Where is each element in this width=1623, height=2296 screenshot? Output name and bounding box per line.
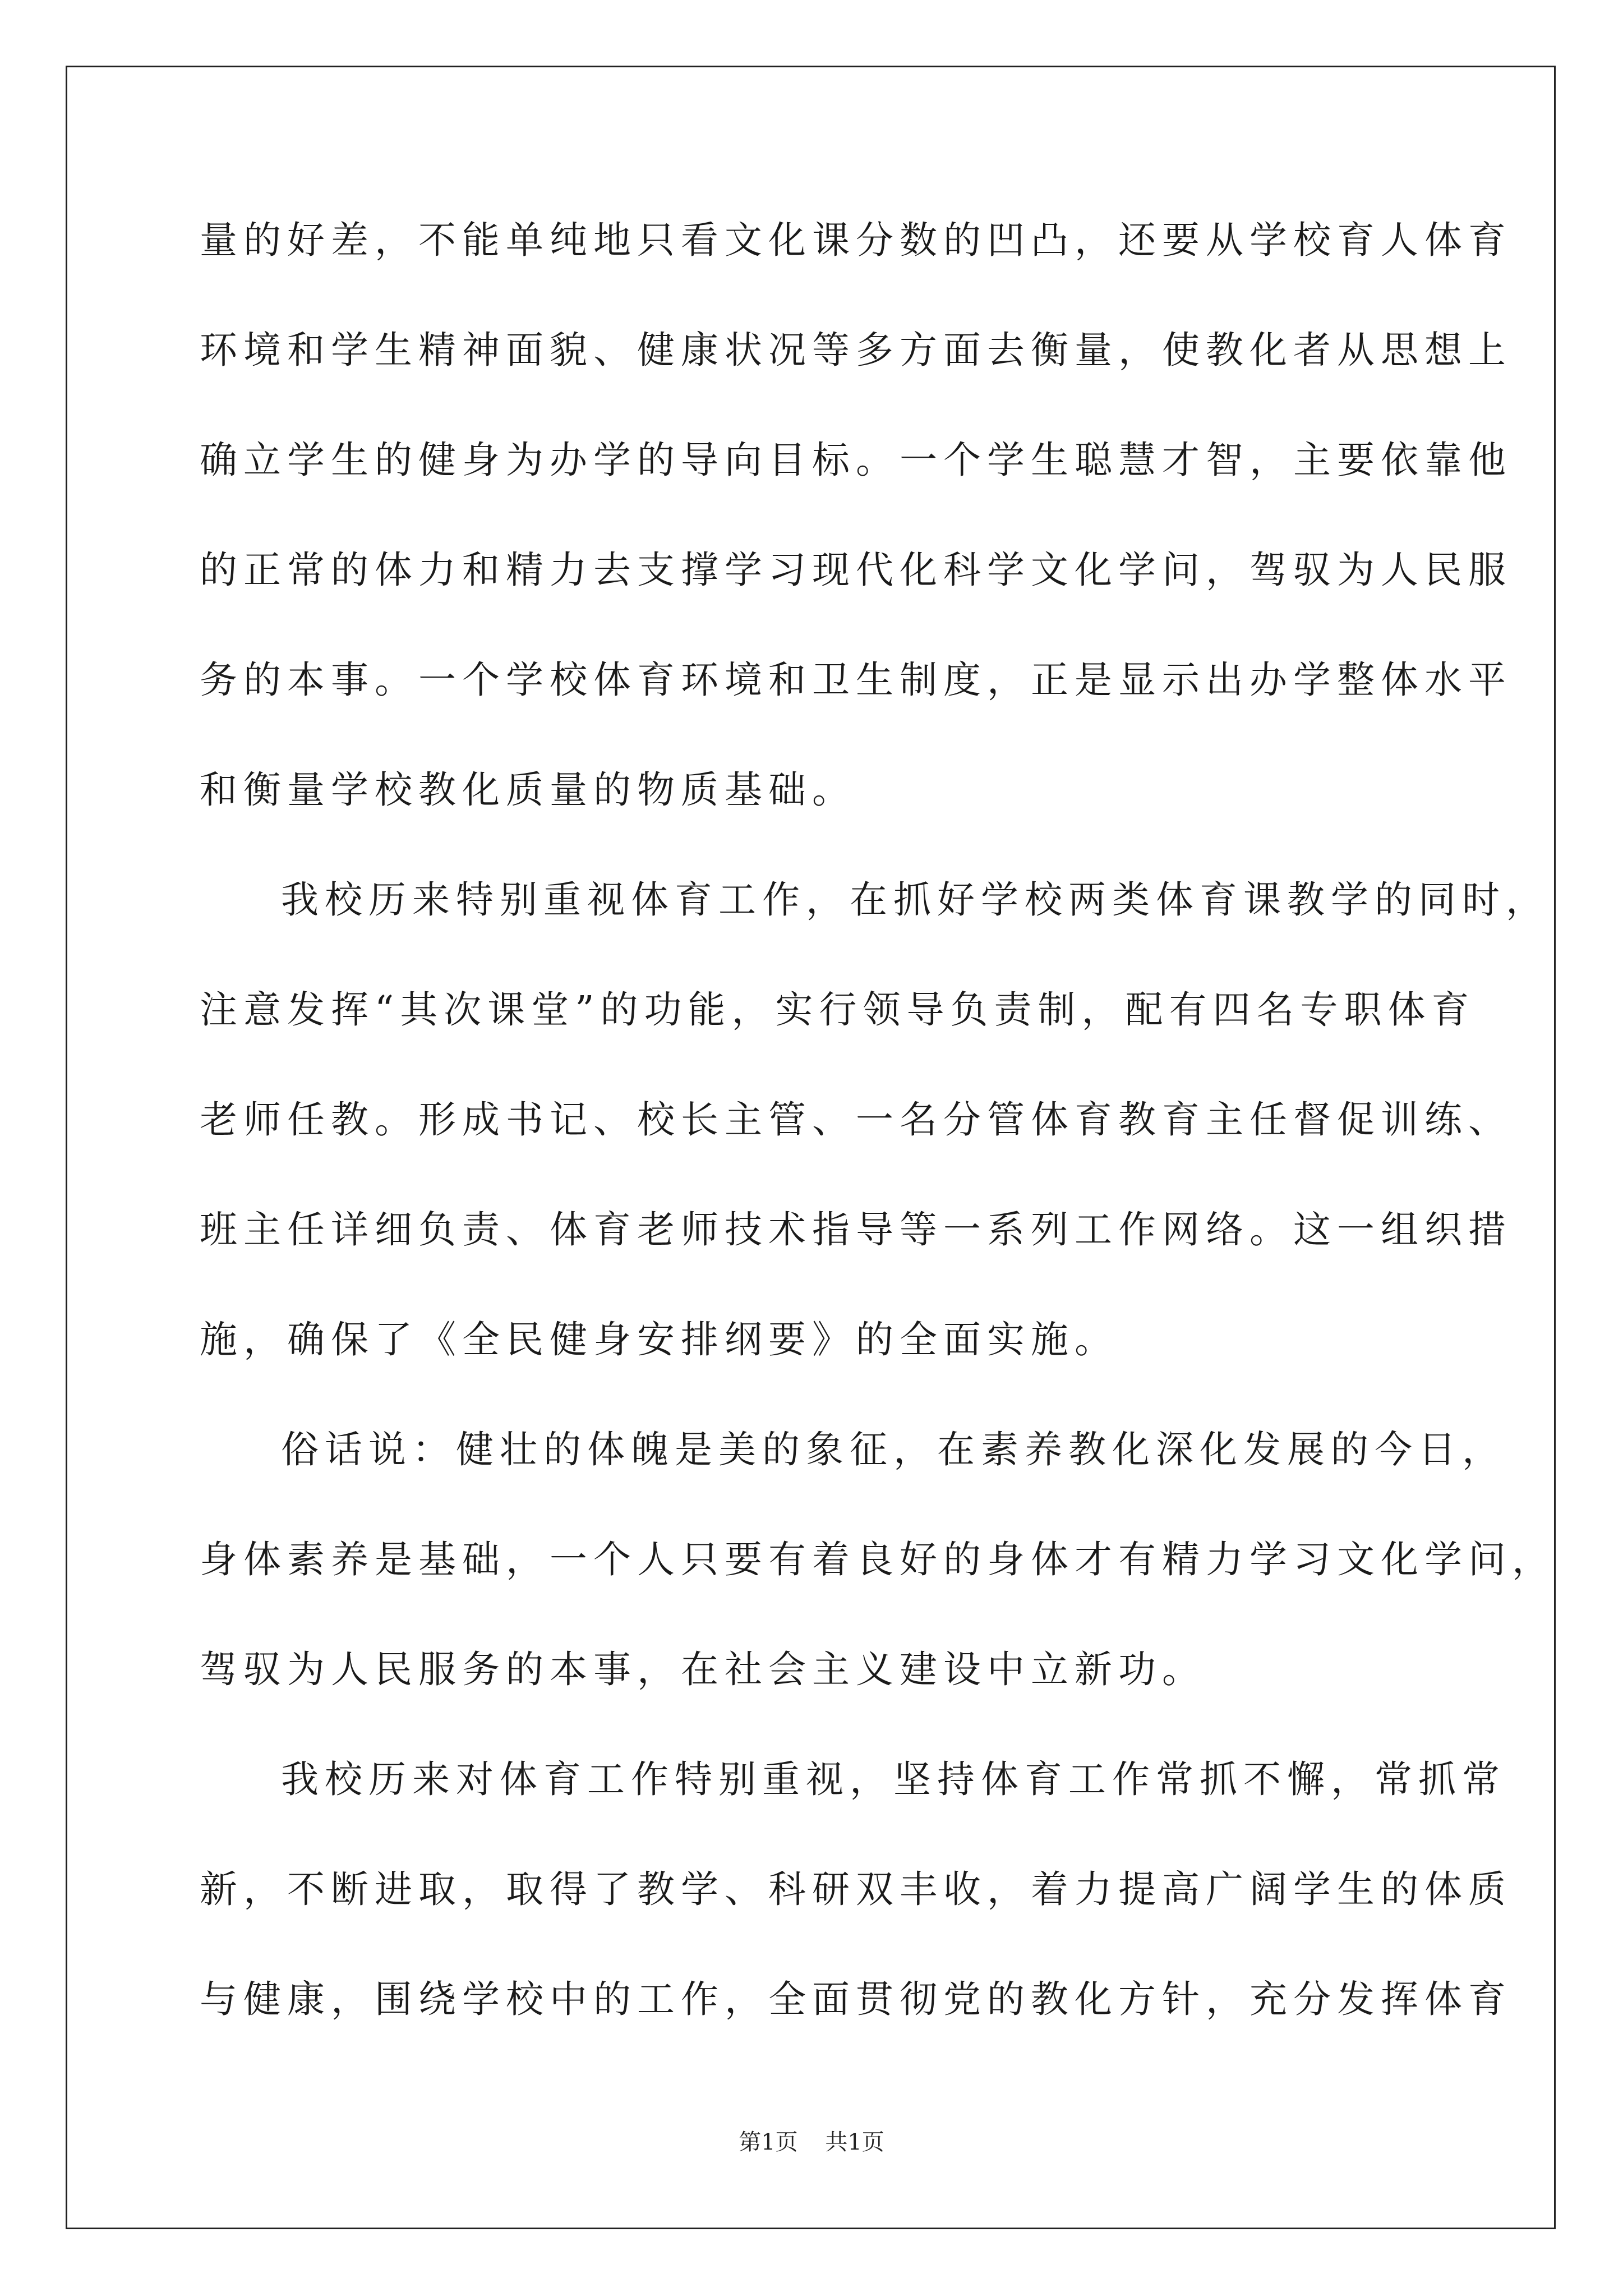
text-line: 务的本事。一个学校体育环境和卫生制度，正是显示出办学整体水平 [200, 658, 1512, 702]
text-line: 环境和学生精神面貌、健康状况等多方面去衡量，使教化者从思想上 [200, 328, 1512, 372]
text-line: 班主任详细负责、体育老师技术指导等一系列工作网络。这一组织措 [200, 1208, 1512, 1251]
page-number: 第1页 [739, 2129, 798, 2155]
text-line: 身体素养是基础，一个人只要有着良好的身体才有精力学习文化学问， [200, 1538, 1556, 1581]
text-line: 和衡量学校教化质量的物质基础。 [200, 768, 856, 812]
text-line: 量的好差，不能单纯地只看文化课分数的凹凸，还要从学校育人体育 [200, 218, 1512, 262]
text-line: 确立学生的健身为办学的导向目标。一个学生聪慧才智，主要依靠他 [200, 438, 1512, 482]
paragraph-first-line: 俗话说：健壮的体魄是美的象征，在素养教化深化发展的今日， [281, 1428, 1506, 1471]
text-line: 驾驭为人民服务的本事，在社会主义建设中立新功。 [200, 1648, 1206, 1691]
paragraph-first-line: 我校历来特别重视体育工作，在抓好学校两类体育课教学的同时， [281, 878, 1550, 922]
page-total: 共1页 [825, 2129, 884, 2155]
text-line: 与健康，围绕学校中的工作，全面贯彻党的教化方针，充分发挥体育 [200, 1977, 1512, 2021]
text-line: 注意发挥“其次课堂”的功能，实行领导负责制，配有四名专职体育 [200, 988, 1476, 1032]
body-text [200, 212, 1556, 2081]
page-footer [0, 2128, 1623, 2156]
paragraph-first-line: 我校历来对体育工作特别重视，坚持体育工作常抓不懈，常抓常 [281, 1757, 1506, 1801]
text-line: 的正常的体力和精力去支撑学习现代化科学文化学问，驾驭为人民服 [200, 548, 1512, 592]
text-line: 老师任教。形成书记、校长主管、一名分管体育教育主任督促训练、 [200, 1098, 1512, 1142]
text-line: 施，确保了《全民健身安排纲要》的全面实施。 [200, 1318, 1118, 1361]
text-line: 新，不断进取，取得了教学、科研双丰收，着力提高广阔学生的体质 [200, 1867, 1512, 1911]
